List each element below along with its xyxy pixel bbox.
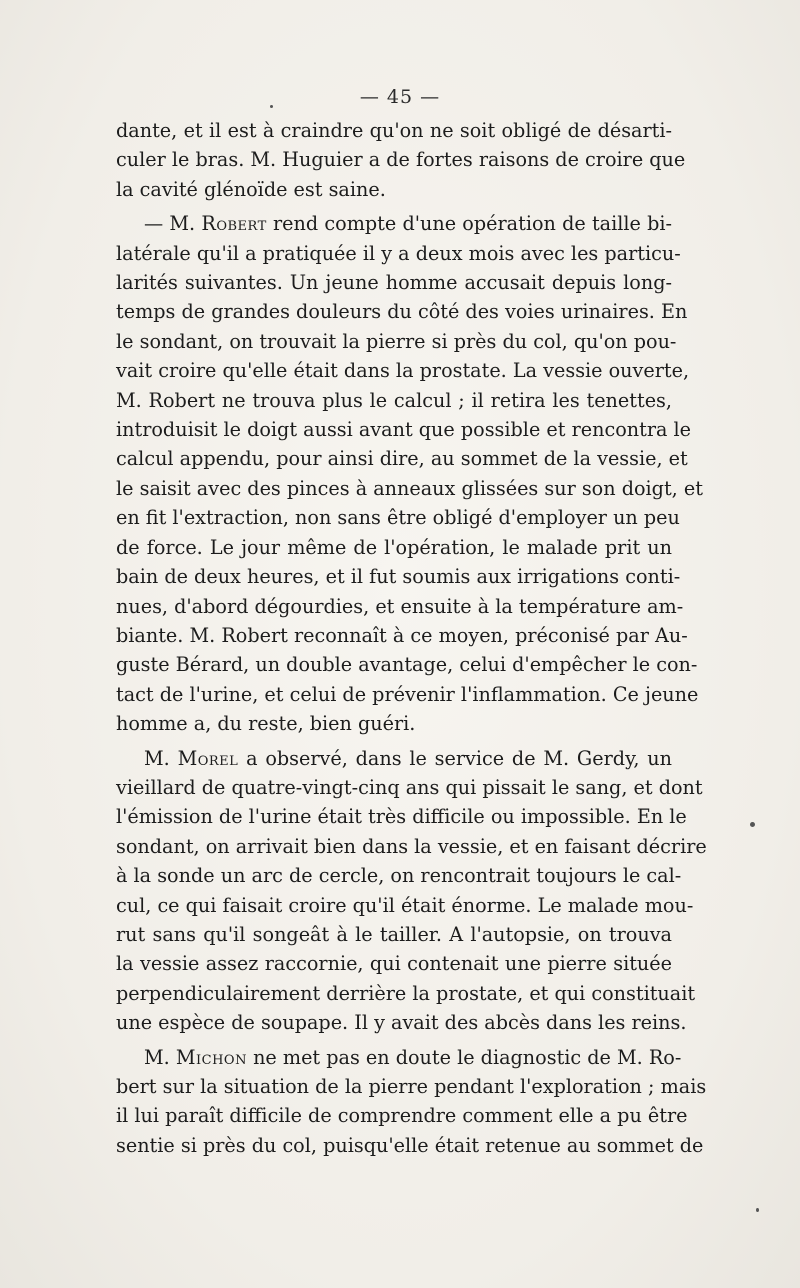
text-line: sentie si près du col, puisqu'elle était retenue au sommet de bbox=[116, 1133, 704, 1157]
text-line: nues, d'abord dégourdies, et ensuite à la température am- bbox=[116, 594, 684, 618]
text-line: de force. Le jour même de l'opération, le malade prit un bbox=[116, 535, 672, 559]
text-line: en fit l'extraction, non sans être obligé d'employer un peu bbox=[116, 506, 680, 530]
scan-speck bbox=[270, 105, 273, 108]
text-line: sondant, on arrivait bien dans la vessie, et en faisant décrire bbox=[116, 834, 707, 858]
text-line: rut sans qu'il songeât à le tailler. A l'autopsie, on trouva bbox=[116, 922, 672, 946]
text-line: biante. M. Robert reconnaît à ce moyen, préconisé par Au- bbox=[116, 623, 688, 647]
paragraph-1 bbox=[116, 116, 686, 204]
text-line: à la sonde un arc de cercle, on rencontrait toujours le cal- bbox=[116, 864, 682, 888]
text-line: temps de grandes douleurs du côté des voies urinaires. En bbox=[116, 300, 688, 324]
lead-text: M. bbox=[144, 1045, 170, 1069]
line-rest: ne met pas en doute le diagnostic de M. Ro- bbox=[246, 1045, 682, 1069]
text-line bbox=[116, 744, 672, 773]
text-line bbox=[116, 209, 672, 238]
scan-speck bbox=[756, 1208, 759, 1212]
text-line: larités suivantes. Un jeune homme accusait depuis long- bbox=[116, 271, 672, 295]
person-name: Morel bbox=[177, 746, 239, 770]
text-line: il lui paraît difficile de comprendre comment elle a pu être bbox=[116, 1104, 688, 1128]
lead-text: — M. bbox=[144, 212, 196, 236]
paragraph-2 bbox=[116, 209, 703, 738]
text-line: homme a, du reste, bien guéri. bbox=[116, 712, 416, 736]
text-line: vieillard de quatre-vingt-cinq ans qui pissait le sang, et dont bbox=[116, 775, 703, 799]
text-line: perpendiculairement derrière la prostate, et qui constituait bbox=[116, 981, 696, 1005]
text-line: bert sur la situation de la pierre pendant l'exploration ; mais bbox=[116, 1075, 707, 1098]
text-line: cul, ce qui faisait croire qu'il était énorme. Le malade mou- bbox=[116, 893, 694, 917]
text-line: M. Robert ne trouva plus le calcul ; il retira les tenettes, bbox=[116, 388, 672, 412]
person-name: Michon bbox=[175, 1045, 247, 1069]
text-line: dante, et il est à craindre qu'on ne soit obligé de désarti- bbox=[116, 119, 672, 142]
lead-text: M. bbox=[144, 746, 170, 770]
text-line: une espèce de soupape. Il y avait des abcès dans les reins. bbox=[116, 1011, 687, 1035]
text-line: guste Bérard, un double avantage, celui d'empêcher le con- bbox=[116, 653, 698, 677]
page-number: — 45 — bbox=[359, 86, 441, 108]
text-line: la vessie assez raccornie, qui contenait une pierre située bbox=[116, 952, 672, 976]
text-line: culer le bras. M. Huguier a de fortes raisons de croire que bbox=[116, 148, 686, 172]
text-line: tact de l'urine, et celui de prévenir l'inflammation. Ce jeune bbox=[116, 682, 699, 706]
text-line bbox=[116, 1043, 682, 1072]
text-line: la cavité glénoïde est saine. bbox=[116, 177, 386, 201]
line-rest: a observé, dans le service de M. Gerdy, un bbox=[238, 746, 672, 770]
text-line: le saisit avec des pinces à anneaux glissées sur son doigt, et bbox=[116, 476, 703, 500]
text-line: introduisit le doigt aussi avant que possible et rencontra le bbox=[116, 418, 692, 442]
person-name: Robert bbox=[201, 212, 267, 236]
line-rest: rend compte d'une opération de taille bi- bbox=[266, 212, 672, 236]
paragraph-4 bbox=[116, 1043, 707, 1161]
body-text bbox=[116, 116, 707, 1165]
text-line: l'émission de l'urine était très difficile ou impossible. En le bbox=[116, 805, 687, 829]
text-line: calcul appendu, pour ainsi dire, au sommet de la vessie, et bbox=[116, 447, 688, 471]
paragraph-3 bbox=[116, 744, 707, 1038]
text-line: vait croire qu'elle était dans la prostate. La vessie ouverte, bbox=[116, 359, 690, 383]
text-line: le sondant, on trouvait la pierre si près du col, qu'on pou- bbox=[116, 329, 677, 353]
scan-speck bbox=[750, 822, 755, 827]
text-line: bain de deux heures, et il fut soumis aux irrigations conti- bbox=[116, 565, 681, 589]
text-line: latérale qu'il a pratiquée il y a deux mois avec les particu- bbox=[116, 241, 681, 265]
